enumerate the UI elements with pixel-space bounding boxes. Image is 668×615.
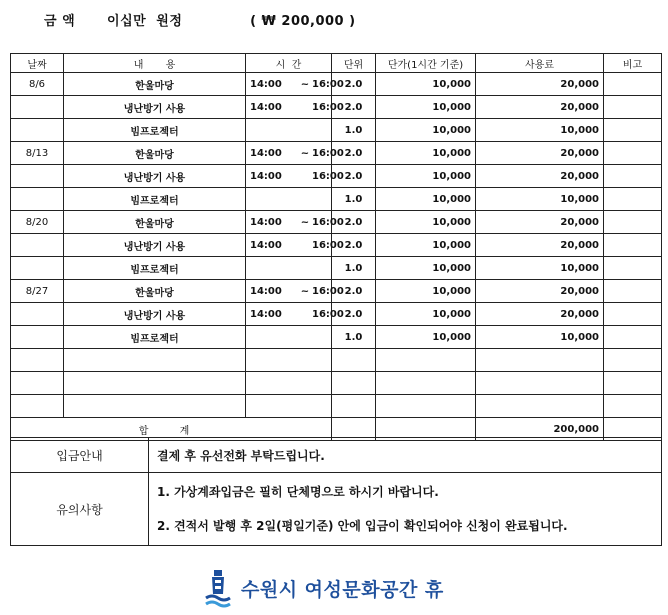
row-remark (604, 119, 662, 142)
row-unit: 2.0 (332, 280, 376, 303)
row-unit-price: 10,000 (376, 280, 476, 303)
row-remark (604, 349, 662, 372)
row-unit-price (376, 349, 476, 372)
header-item: 내 용 (64, 54, 246, 73)
row-date (11, 188, 64, 211)
row-remark (604, 73, 662, 96)
row-time (246, 257, 332, 280)
row-unit-price (376, 395, 476, 418)
row-start-time: 14:00 (250, 308, 282, 320)
row-time-separator: ~ (300, 216, 310, 228)
total-fee: 200,000 (476, 418, 604, 441)
row-start-time: 14:00 (250, 239, 282, 251)
row-time (246, 165, 344, 188)
row-end-time: 16:00 (312, 308, 344, 320)
row-unit-price: 10,000 (376, 303, 476, 326)
row-unit: 2.0 (332, 73, 376, 96)
row-fee: 10,000 (476, 326, 604, 349)
header-remark: 비고 (604, 54, 662, 73)
row-start-time: 14:00 (250, 285, 282, 297)
row-end-time: 16:00 (312, 239, 344, 251)
row-unit-price: 10,000 (376, 211, 476, 234)
amount-line (44, 10, 356, 29)
row-unit: 2.0 (332, 234, 376, 257)
caution-text (149, 473, 662, 546)
caution-row (11, 473, 662, 546)
row-start-time: 14:00 (250, 216, 282, 228)
caution-line-2: 2. 견적서 발행 후 2일(평일기준) 안에 입금이 확인되어야 신청이 완료됩니다. (157, 519, 568, 533)
row-item (64, 372, 246, 395)
row-start-time: 14:00 (250, 147, 282, 159)
row-remark (604, 303, 662, 326)
row-unit (332, 372, 376, 395)
row-unit: 2.0 (332, 96, 376, 119)
row-time (246, 372, 332, 395)
row-time (246, 96, 344, 119)
row-fee: 20,000 (476, 73, 604, 96)
row-time (246, 119, 332, 142)
header-unit-price: 단가(1시간 기준) (376, 54, 476, 73)
row-fee: 20,000 (476, 211, 604, 234)
row-time (246, 188, 332, 211)
row-item: 한울마당 (64, 211, 246, 234)
row-fee: 20,000 (476, 96, 604, 119)
row-end-time: 16:00 (312, 147, 344, 159)
row-start-time: 14:00 (250, 170, 282, 182)
deposit-row (11, 438, 662, 473)
row-item: 한울마당 (64, 142, 246, 165)
row-time (246, 326, 332, 349)
row-time (246, 211, 344, 234)
row-date (11, 349, 64, 372)
total-label: 합 계 (11, 418, 332, 441)
row-unit: 1.0 (332, 188, 376, 211)
row-unit: 1.0 (332, 257, 376, 280)
row-item: 냉난방기 사용 (64, 165, 246, 188)
table-row (11, 326, 662, 349)
row-date: 8/20 (11, 211, 64, 234)
row-item (64, 395, 246, 418)
caution-label: 유의사항 (11, 473, 149, 546)
amount-figure: ( ₩ 200,000 ) (250, 14, 356, 29)
row-item: 빔프로젝터 (64, 257, 246, 280)
row-fee: 20,000 (476, 234, 604, 257)
notes-table (10, 437, 662, 546)
row-remark (604, 280, 662, 303)
row-date (11, 234, 64, 257)
organization-name: 수원시 여성문화공간 휴 (241, 578, 444, 601)
row-unit: 2.0 (332, 211, 376, 234)
row-unit: 2.0 (332, 142, 376, 165)
row-remark (604, 395, 662, 418)
deposit-text: 결제 후 유선전화 부탁드립니다. (149, 438, 662, 473)
row-date: 8/6 (11, 73, 64, 96)
row-item: 빔프로젝터 (64, 188, 246, 211)
row-date (11, 326, 64, 349)
table-row (11, 372, 662, 395)
row-unit-price: 10,000 (376, 326, 476, 349)
row-fee: 10,000 (476, 119, 604, 142)
header-time: 시 간 (246, 54, 332, 73)
row-remark (604, 96, 662, 119)
table-row (11, 280, 662, 303)
row-item: 냉난방기 사용 (64, 234, 246, 257)
row-remark (604, 165, 662, 188)
row-item: 냉난방기 사용 (64, 96, 246, 119)
table-row (11, 395, 662, 418)
row-time-separator: ~ (300, 285, 310, 297)
footer-logo (205, 566, 444, 610)
row-unit (332, 395, 376, 418)
table-row (11, 165, 662, 188)
row-remark (604, 142, 662, 165)
row-item: 빔프로젝터 (64, 119, 246, 142)
row-item: 냉난방기 사용 (64, 303, 246, 326)
row-end-time: 16:00 (312, 101, 344, 113)
row-time (246, 73, 344, 96)
row-unit-price: 10,000 (376, 188, 476, 211)
row-remark (604, 211, 662, 234)
table-row (11, 211, 662, 234)
table-header-row (11, 54, 662, 73)
row-date (11, 372, 64, 395)
row-date (11, 303, 64, 326)
row-time (246, 234, 344, 257)
row-date (11, 257, 64, 280)
row-date: 8/13 (11, 142, 64, 165)
row-unit-price: 10,000 (376, 96, 476, 119)
row-time (246, 349, 332, 372)
row-fee: 10,000 (476, 257, 604, 280)
row-fee (476, 395, 604, 418)
table-row (11, 142, 662, 165)
table-row (11, 119, 662, 142)
row-start-time: 14:00 (250, 78, 282, 90)
row-item: 빔프로젝터 (64, 326, 246, 349)
header-date: 날짜 (11, 54, 64, 73)
row-remark (604, 326, 662, 349)
row-fee (476, 349, 604, 372)
row-date: 8/27 (11, 280, 64, 303)
row-unit: 2.0 (332, 165, 376, 188)
row-unit-price: 10,000 (376, 165, 476, 188)
row-fee: 20,000 (476, 280, 604, 303)
row-remark (604, 257, 662, 280)
row-unit-price (376, 372, 476, 395)
row-item: 한울마당 (64, 73, 246, 96)
row-start-time: 14:00 (250, 101, 282, 113)
row-time (246, 395, 332, 418)
amount-in-words: 이십만 원정 (107, 14, 183, 29)
header-fee: 사용료 (476, 54, 604, 73)
table-row (11, 96, 662, 119)
row-unit-price: 10,000 (376, 73, 476, 96)
row-end-time: 16:00 (312, 78, 344, 90)
table-row (11, 73, 662, 96)
row-fee: 20,000 (476, 142, 604, 165)
table-row (11, 188, 662, 211)
row-date (11, 96, 64, 119)
row-unit: 2.0 (332, 303, 376, 326)
row-fee: 10,000 (476, 188, 604, 211)
row-end-time: 16:00 (312, 285, 344, 297)
row-unit (332, 349, 376, 372)
row-time (246, 303, 344, 326)
row-remark (604, 372, 662, 395)
header-unit: 단위 (332, 54, 376, 73)
row-date (11, 395, 64, 418)
row-unit-price: 10,000 (376, 119, 476, 142)
deposit-label: 입금안내 (11, 438, 149, 473)
table-row (11, 349, 662, 372)
row-time-separator: ~ (300, 147, 310, 159)
lighthouse-logo-icon (205, 568, 231, 608)
table-row (11, 257, 662, 280)
row-unit: 1.0 (332, 326, 376, 349)
row-fee (476, 372, 604, 395)
row-unit: 1.0 (332, 119, 376, 142)
caution-line-1: 1. 가상계좌입금은 필히 단체명으로 하시기 바랍니다. (157, 485, 439, 499)
row-end-time: 16:00 (312, 216, 344, 228)
row-date (11, 165, 64, 188)
row-unit-price: 10,000 (376, 257, 476, 280)
row-time (246, 142, 344, 165)
row-fee: 20,000 (476, 303, 604, 326)
table-row (11, 234, 662, 257)
row-date (11, 119, 64, 142)
row-unit-price: 10,000 (376, 142, 476, 165)
row-end-time: 16:00 (312, 170, 344, 182)
row-time (246, 280, 344, 303)
row-item: 한울마당 (64, 280, 246, 303)
amount-label: 금 액 (44, 14, 76, 29)
row-time-separator: ~ (300, 78, 310, 90)
quote-table (10, 53, 662, 441)
table-row (11, 303, 662, 326)
row-remark (604, 188, 662, 211)
row-remark (604, 234, 662, 257)
row-unit-price: 10,000 (376, 234, 476, 257)
row-item (64, 349, 246, 372)
row-fee: 20,000 (476, 165, 604, 188)
